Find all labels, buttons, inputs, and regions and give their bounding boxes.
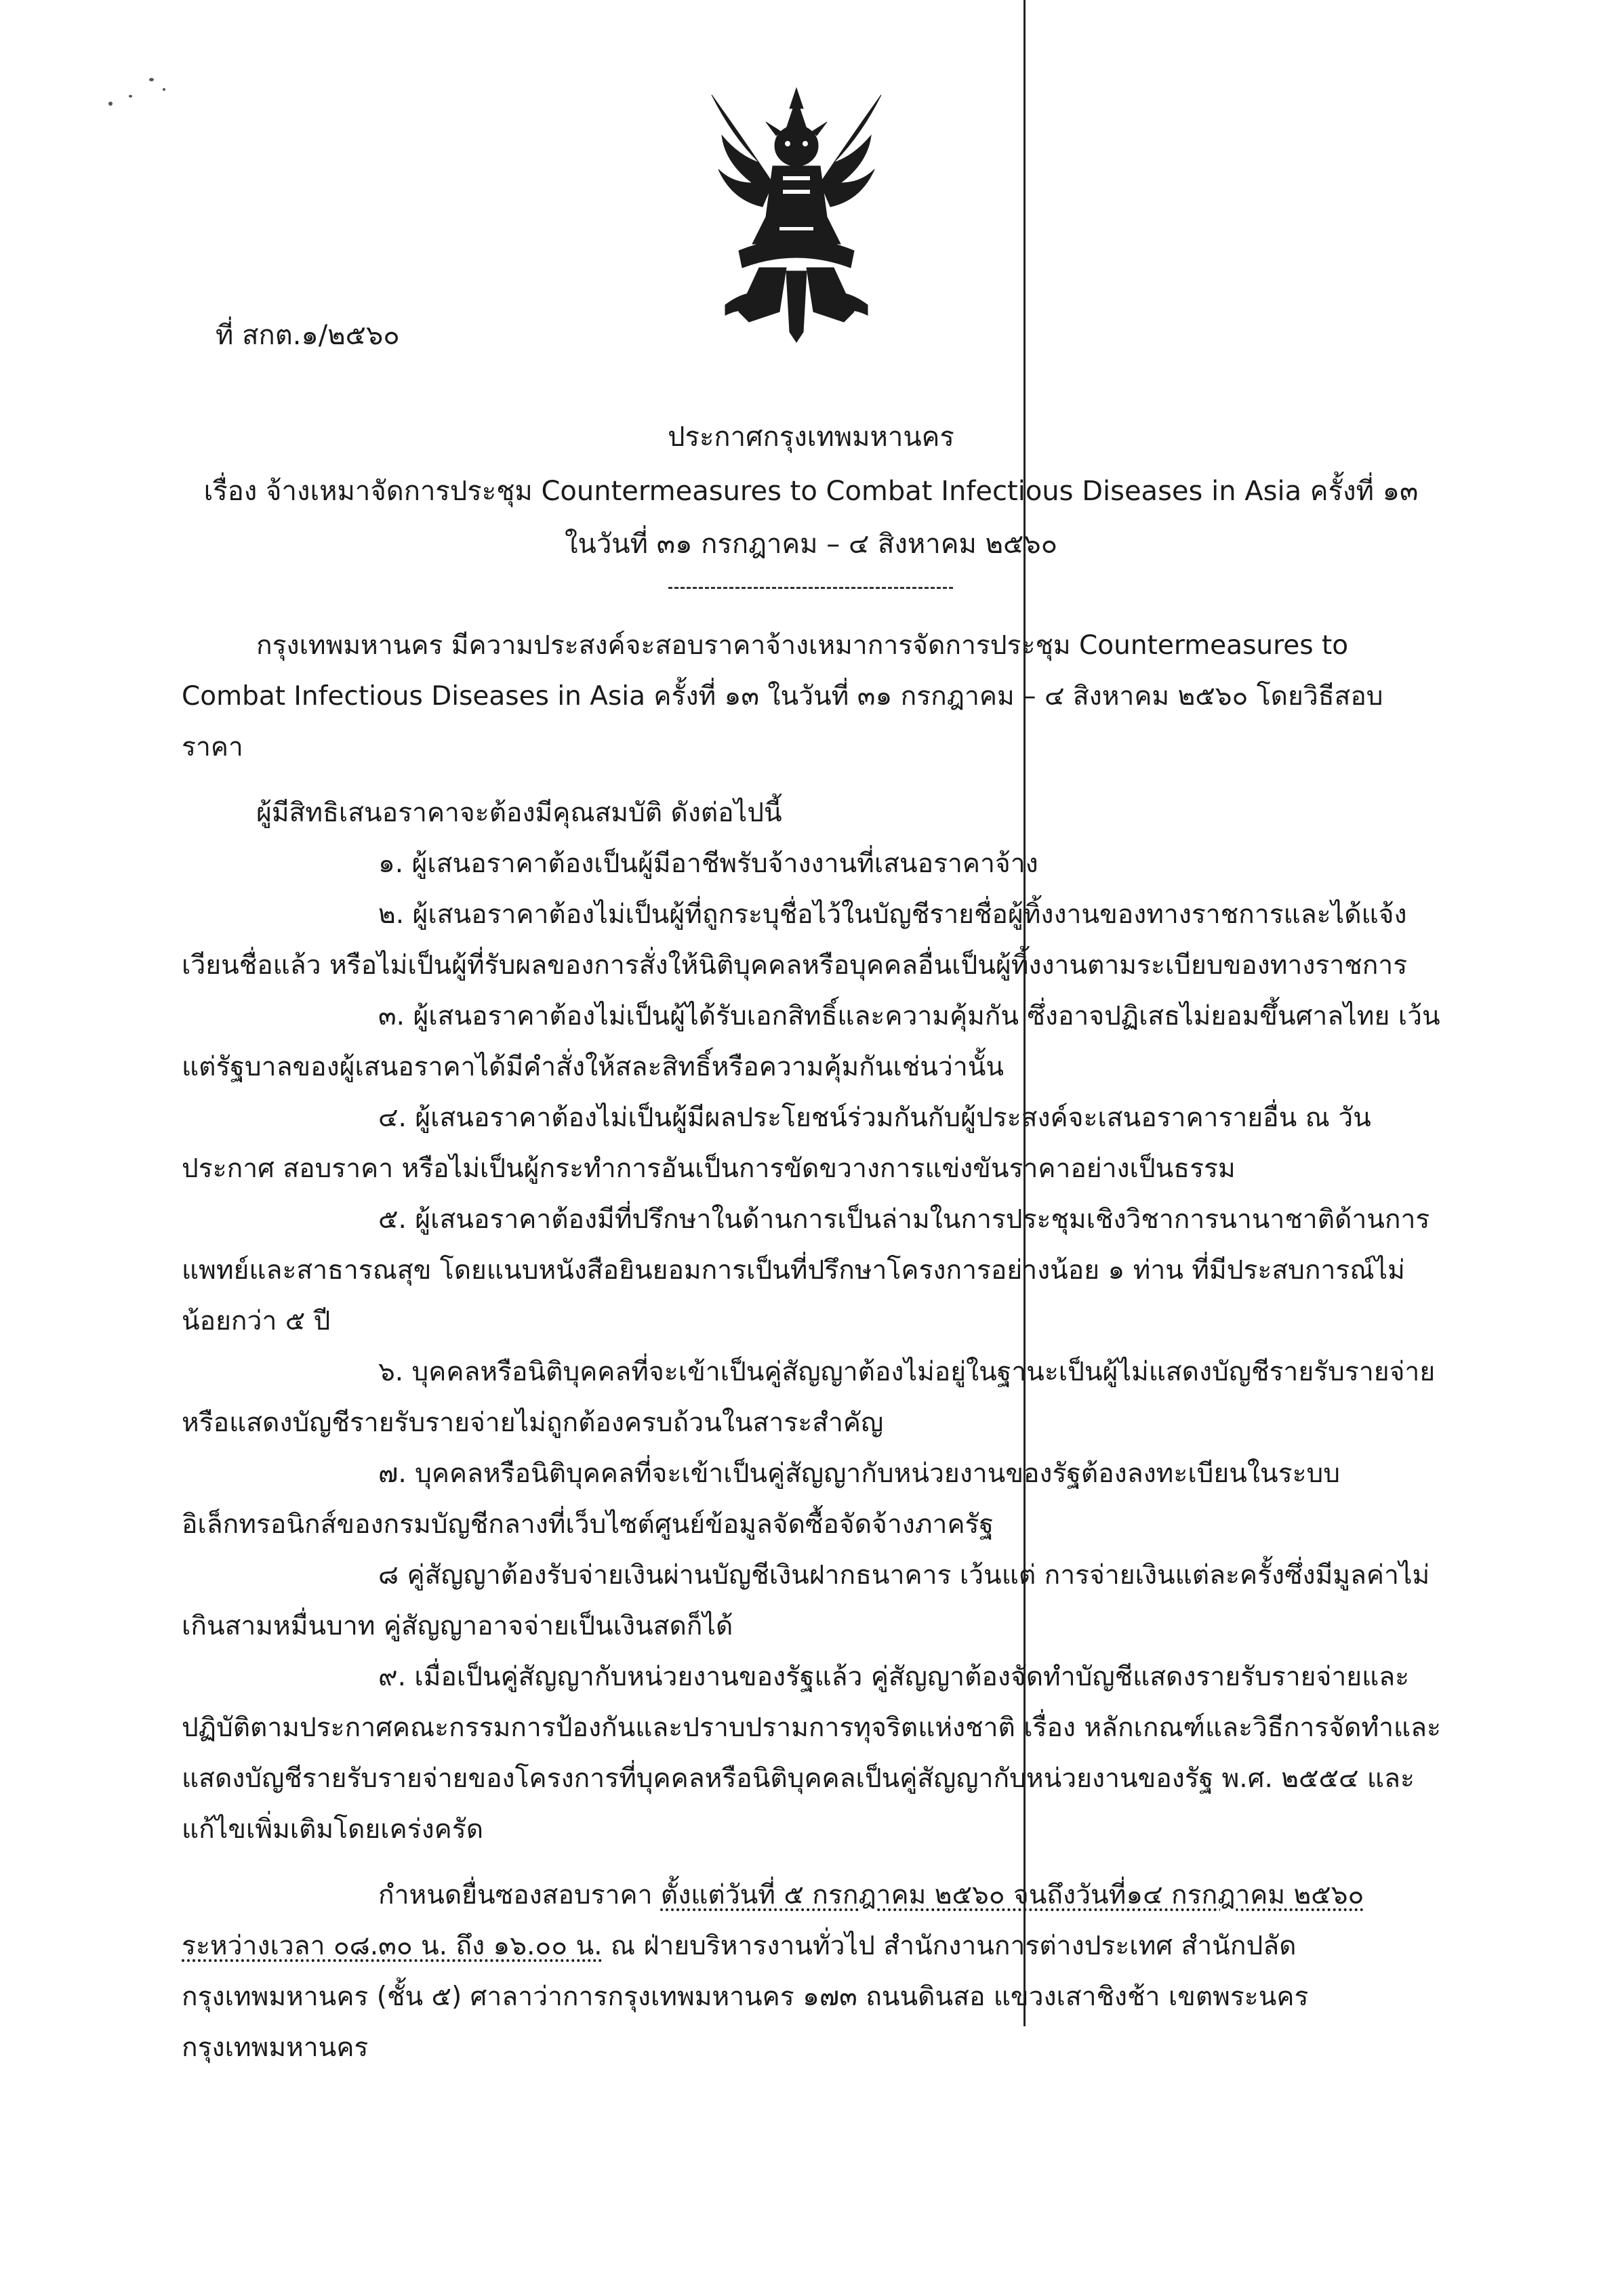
scan-speck — [163, 88, 165, 91]
title-separator — [668, 587, 953, 589]
qualification-item-1: ๑. ผู้เสนอราคาต้องเป็นผู้มีอาชีพรับจ้างงานที่เสนอราคาจ้าง — [378, 848, 1038, 879]
deadline-place: ณ ฝ่ายบริหารงานทั่วไป สำนักงานการต่างประเทศ สำนักปลัดกรุงเทพมหานคร (ชั้น ๕) ศาลาว่าการกรุงเทพมหานคร ๑๗๓ ถนนดินสอ แขวงเสาชิงช้า เขตพระนคร กรุงเทพมหานคร — [182, 1931, 1309, 2063]
qualification-item-2: ๒. ผู้เสนอราคาต้องไม่เป็นผู้ที่ถูกระบุชื่อไว้ในบัญชีรายชื่อผู้ทิ้งงานของทางราชการและได้แจ้งเวียนชื่อแล้ว หรือไม่เป็นผู้ที่รับผลของการสั่งให้นิติบุคคลหรือบุคคลอื่นเป็นผู้ทิ้งงานตามระเบียบของทางราชการ — [182, 899, 1408, 981]
qualifications-heading: ผู้มีสิทธิเสนอราคาจะต้องมีคุณสมบัติ ดังต่อไปนี้ — [256, 798, 782, 828]
scan-speck — [149, 78, 154, 81]
document-reference-number: ที่ สกต.๑/๒๕๖๐ — [216, 320, 400, 351]
scan-speck — [108, 102, 113, 106]
intro-paragraph: กรุงเทพมหานคร มีความประสงค์จะสอบราคาจ้างเหมาการจัดการประชุม Countermeasures to Combat Infectious Diseases in Asia ครั้งที่ ๑๓ ในวันที่ ๓๑ กรกฎาคม – ๔ สิงหาคม ๒๕๖๐ โดยวิธีสอบราคา — [182, 630, 1383, 762]
garuda-emblem-icon — [685, 81, 908, 346]
qualification-item-4: ๔. ผู้เสนอราคาต้องไม่เป็นผู้มีผลประโยชน์ร่วมกันกับผู้ประสงค์จะเสนอราคารายอื่น ณ วันประกาศ สอบราคา หรือไม่เป็นผู้กระทำการอันเป็นการขัดขวางการแข่งขันราคาอย่างเป็นธรรม — [182, 1103, 1371, 1184]
deadline-period: ตั้งแต่วันที่ ๕ กรกฎาคม ๒๕๖๐ จนถึงวันที่๑๔ กรกฎาคม ๒๕๖๐ — [660, 1880, 1364, 1910]
qualification-item-9: ๙. เมื่อเป็นคู่สัญญากับหน่วยงานของรัฐแล้ว คู่สัญญาต้องจัดทำบัญชีแสดงรายรับรายจ่ายและปฏิบัติตามประกาศคณะกรรมการป้องกันและปราบปรามการทุจริตแห่งชาติ เรื่อง หลักเกณฑ์และวิธีการจัดทำและแสดงบัญชีรายรับรายจ่ายของโครงการที่บุคคลหรือนิติบุคคลเป็นคู่สัญญากับหน่วยงานของรัฐ พ.ศ. ๒๕๕๔ และแก้ไขเพิ่มเติมโดยเคร่งครัด — [182, 1662, 1441, 1845]
deadline-lead: กำหนดยื่นซองสอบราคา — [378, 1880, 661, 1910]
deadline-time: ระหว่างเวลา ๐๘.๓๐ น. ถึง ๑๖.๐๐ น. — [182, 1931, 603, 1961]
scan-speck — [129, 95, 132, 98]
qualification-item-8: ๘ คู่สัญญาต้องรับจ่ายเงินผ่านบัญชีเงินฝากธนาคาร เว้นแต่ การจ่ายเงินแต่ละครั้งซึ่งมีมูลค่าไม่เกินสามหมื่นบาท คู่สัญญาอาจจ่ายเป็นเงินสดก็ได้ — [182, 1560, 1430, 1641]
submission-deadline-paragraph — [182, 1870, 1442, 2073]
qualification-item-7: ๗. บุคคลหรือนิติบุคคลที่จะเข้าเป็นคู่สัญญากับหน่วยงานของรัฐต้องลงทะเบียนในระบบอิเล็กทรอนิกส์ของกรมบัญชีกลางที่เว็บไซต์ศูนย์ข้อมูลจัดซื้อจัดจ้างภาครัฐ — [182, 1458, 1341, 1540]
qualification-item-3: ๓. ผู้เสนอราคาต้องไม่เป็นผู้ได้รับเอกสิทธิ์และความคุ้มกัน ซึ่งอาจปฏิเสธไม่ยอมขึ้นศาลไทย เว้นแต่รัฐบาลของผู้เสนอราคาได้มีคำสั่งให้สละสิทธิ์หรือความคุ้มกันเช่นว่านั้น — [182, 1001, 1440, 1082]
qualification-item-5: ๕. ผู้เสนอราคาต้องมีที่ปรึกษาในด้านการเป็นล่ามในการประชุมเชิงวิชาการนานาชาติด้านการแพทย์และสาธารณสุข โดยแนบหนังสือยินยอมการเป็นที่ปรึกษาโครงการอย่างน้อย ๑ ท่าน ที่มีประสบการณ์ไม่น้อยกว่า ๕ ปี — [182, 1204, 1430, 1336]
announcement-title: ประกาศกรุงเทพมหานคร — [668, 422, 954, 453]
qualification-item-6: ๖. บุคคลหรือนิติบุคคลที่จะเข้าเป็นคู่สัญญาต้องไม่อยู่ในฐานะเป็นผู้ไม่แสดงบัญชีรายรับรายจ่ายหรือแสดงบัญชีรายรับรายจ่ายไม่ถูกต้องครบถ้วนในสาระสำคัญ — [182, 1357, 1436, 1438]
announcement-date-range: ในวันที่ ๓๑ กรกฎาคม – ๔ สิงหาคม ๒๕๖๐ — [564, 529, 1058, 560]
announcement-subject: เรื่อง จ้างเหมาจัดการประชุม Countermeasures to Combat Infectious Diseases in Asia ครั้งที่ ๑๓ — [203, 476, 1419, 507]
announcement-body — [182, 620, 1442, 2073]
